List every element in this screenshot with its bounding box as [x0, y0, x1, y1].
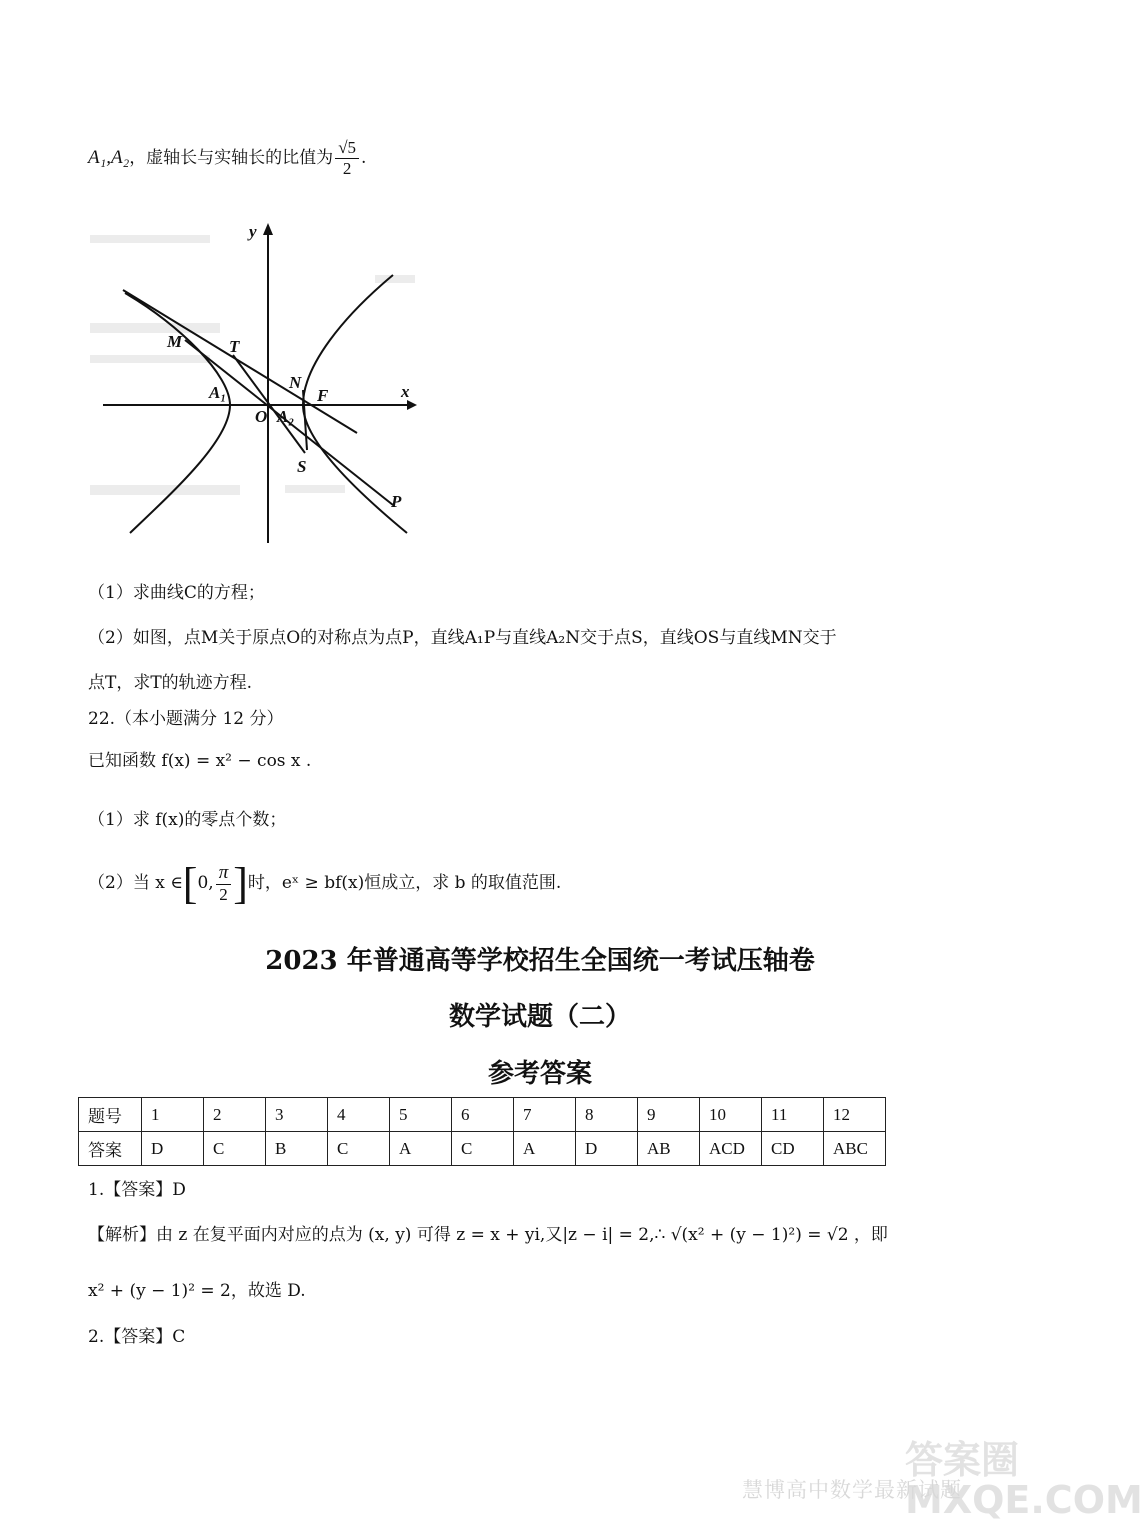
table-cell: 11	[762, 1098, 824, 1132]
hyperbola-figure	[85, 215, 435, 550]
y-axis-arrow	[263, 223, 273, 235]
solution-1-heading: 1.【答案】D	[88, 1180, 186, 1200]
label-M: M	[167, 332, 183, 351]
q22-part2-pre: （2）当 x ∈	[88, 873, 183, 893]
label-T: T	[229, 337, 240, 356]
table-cell: D	[142, 1132, 204, 1166]
table-cell: C	[328, 1132, 390, 1166]
table-cell: AB	[638, 1132, 700, 1166]
label-F: F	[317, 386, 329, 405]
fraction-denominator: 2	[342, 159, 352, 178]
table-cell: 12	[824, 1098, 886, 1132]
table-header-number: 题号	[79, 1098, 142, 1132]
exam-subtitle: 数学试题（二）	[448, 1002, 631, 1032]
solution-1-line2: x² + (y − 1)² = 2，故选 D.	[88, 1281, 306, 1301]
q22-header: 22.（本小题满分 12 分）	[88, 709, 284, 729]
answer-table	[78, 1097, 886, 1166]
table-cell: C	[204, 1132, 266, 1166]
solution-2-heading: 2.【答案】C	[88, 1327, 186, 1347]
pi-numerator: π	[216, 862, 232, 885]
table-cell: ACD	[700, 1132, 762, 1166]
label-O: O	[255, 407, 268, 426]
table-cell: 10	[700, 1098, 762, 1132]
answers-title: 参考答案	[487, 1059, 592, 1089]
q21-part2-line1: （2）如图，点M关于原点O的对称点为点P，直线A₁P与直线A₂N交于点S，直线OS与直线MN交于	[88, 628, 837, 648]
fraction-numerator: √5	[335, 138, 359, 159]
interval-left: 0,	[197, 873, 214, 893]
interval-fraction	[216, 862, 232, 905]
x-axis-arrow	[407, 400, 417, 410]
pi-denominator: 2	[219, 885, 228, 904]
q22-stem: 已知函数 f(x) = x² − cos x .	[88, 751, 312, 771]
left-bracket: [	[182, 859, 198, 908]
table-cell: 8	[576, 1098, 638, 1132]
table-cell: C	[452, 1132, 514, 1166]
label-P: P	[391, 492, 402, 511]
intro-line	[88, 138, 366, 179]
label-A1: A₁	[209, 383, 227, 402]
intro-fraction	[335, 138, 359, 179]
q21-part1: （1）求曲线C的方程；	[88, 583, 265, 603]
table-cell: 6	[452, 1098, 514, 1132]
q21-part2-line2: 点T，求T的轨迹方程.	[88, 673, 253, 693]
q22-part1: （1）求 f(x)的零点个数；	[88, 810, 287, 830]
table-header-answer: 答案	[79, 1132, 142, 1166]
watermark-logo-text: 答案圈 MXQE.COM	[905, 1438, 1143, 1522]
table-row-numbers	[79, 1098, 886, 1132]
label-y: y	[249, 222, 257, 241]
table-cell: ABC	[824, 1132, 886, 1166]
table-cell: D	[576, 1132, 638, 1166]
q22-part2-post: 时，eˣ ≥ bf(x)恒成立，求 b 的取值范围.	[247, 873, 562, 893]
watermark-text: 慧博高中数学最新试题	[742, 1478, 962, 1502]
table-cell: 1	[142, 1098, 204, 1132]
table-cell: 9	[638, 1098, 700, 1132]
label-N: N	[289, 373, 302, 392]
table-row-answers	[79, 1132, 886, 1166]
table-cell: 4	[328, 1098, 390, 1132]
table-cell: 7	[514, 1098, 576, 1132]
intro-text: ，虚轴长与实轴长的比值为	[129, 148, 334, 168]
figure-background-noise	[90, 235, 415, 495]
label-x: x	[401, 382, 410, 401]
intro-prefix: A₁,A₂	[88, 147, 130, 168]
table-cell: A	[390, 1132, 452, 1166]
table-cell: A	[514, 1132, 576, 1166]
solution-1-line1: 【解析】由 z 在复平面内对应的点为 (x, y) 可得 z = x + yi,又|z − i| = 2,∴ √(x² + (y − 1)²) = √2 ，即	[88, 1225, 888, 1245]
table-cell: B	[266, 1132, 328, 1166]
right-bracket: ]	[233, 859, 248, 908]
label-A2: A₂	[277, 407, 295, 426]
exam-title: 2023 年普通高等学校招生全国统一考试压轴卷	[265, 946, 815, 976]
table-cell: CD	[762, 1132, 824, 1166]
table-cell: 3	[266, 1098, 328, 1132]
table-cell: 5	[390, 1098, 452, 1132]
q22-part2	[88, 858, 561, 909]
intro-end: .	[361, 148, 367, 168]
label-S: S	[297, 457, 307, 476]
table-cell: 2	[204, 1098, 266, 1132]
